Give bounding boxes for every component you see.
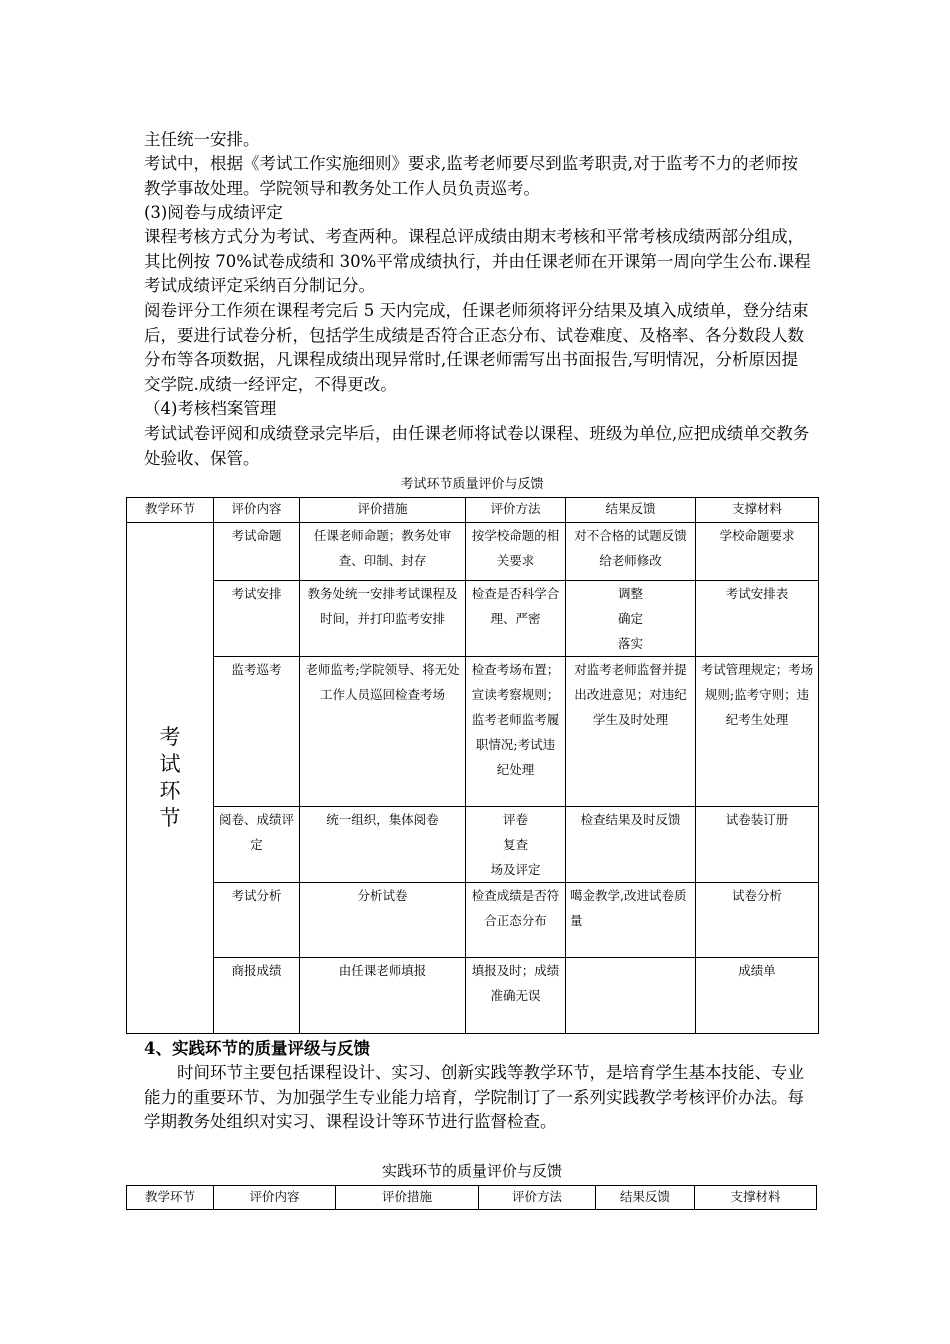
header-cell: 教学环节: [127, 498, 214, 523]
header-cell: 评价方法: [479, 1186, 596, 1210]
paragraph: 阅卷评分工作须在课程考完后 5 天内完成，任课老师须将评分结果及填入成绩单，登分结束后，要进行试卷分析，包括学生成绩是否符合正态分布、试卷难度、及格率、各分数段人数分布等各项数据，凡课程成绩出现异常时,任课老师需写出书面报告,写明情况，分析原因提交学院.成绩一经评定，不得更改。: [144, 301, 809, 394]
table-caption: 实践环节的质量评价与反馈: [381, 1162, 562, 1180]
table-row: [127, 958, 819, 1034]
table-row: [127, 581, 819, 657]
table-cell: 对监考老师监督并提出改进意见；对违纪学生及时处理: [566, 657, 696, 807]
paragraph: 考试中，根据《考试工作实施细则》要求,监考老师要尽到监考职责,对于监考不力的老师按教学事故处理。学院领导和教务处工作人员负责巡考。: [144, 154, 798, 198]
header-cell: 评价方法: [466, 498, 566, 523]
table-cell: 成绩单: [696, 958, 819, 1034]
table-cell: [566, 581, 696, 657]
table-cell: 任课老师命题；教务处审查、印制、封存: [300, 523, 466, 581]
header-cell: 评价内容: [214, 498, 300, 523]
paragraph: 时间环节主要包括课程设计、实习、创新实践等教学环节，是培育学生基本技能、专业能力的重要环节、为加强学生专业能力培育，学院制订了一系列实践教学考核评价办法。每学期教务处组织对实习、课程设计等环节进行监督检查。: [144, 1063, 804, 1131]
table-cell: 按学校命题的相关要求: [466, 523, 566, 581]
table-cell: 检查成绩是否符合正态分布: [466, 883, 566, 958]
section-label-cell: [127, 523, 214, 1034]
table-cell: 考试安排表: [696, 581, 819, 657]
header-cell: 评价措施: [300, 498, 466, 523]
table-cell: 考试安排: [214, 581, 300, 657]
table-row: [127, 657, 819, 807]
section-label: 考试环节: [159, 725, 181, 830]
paragraph: 考试试卷评阅和成绩登录完毕后，由任课老师将试卷以课程、班级为单位,应把成绩单交教务处验收、保管。: [144, 424, 810, 468]
header-cell: 教学环节: [127, 1186, 214, 1210]
paragraph: 课程考核方式分为考试、考查两种。课程总评成绩由期末考核和平常考核成绩两部分组成，其比例按 70%试卷成绩和 30%平常成绩执行，并由任课老师在开课第一周向学生公布.课程考试成绩评定采纳百分制记分。: [144, 227, 811, 295]
table-cell: 教务处统一安排考试课程及时间，并打印监考安排: [300, 581, 466, 657]
table-cell: 检查是否科学合理、严密: [466, 581, 566, 657]
table-cell: [466, 807, 566, 883]
table-cell: 试卷分析: [696, 883, 819, 958]
table-cell: 考试分析: [214, 883, 300, 958]
table-row: [127, 883, 819, 958]
cell-line: 评卷: [502, 812, 528, 827]
table-cell: 对不合格的试题反馈给老师修改: [566, 523, 696, 581]
header-cell: 支撑材料: [696, 498, 819, 523]
table-cell: 分析试卷: [300, 883, 466, 958]
cell-line: 复查: [502, 837, 528, 852]
table-header-row: [127, 1186, 817, 1210]
table-cell: 考试命题: [214, 523, 300, 581]
cell-line: 场及评定: [490, 862, 541, 877]
table-cell: 检查考场布置；宣读考察规则；监考老师监考履职情况;考试违纪处理: [466, 657, 566, 807]
table-cell: 阅卷、成绩评定: [214, 807, 300, 883]
header-cell: 评价措施: [336, 1186, 479, 1210]
subheading: (3)阅卷与成绩评定: [144, 203, 283, 222]
table-cell: 统一组织，集体阅卷: [300, 807, 466, 883]
cell-line: 确定: [617, 611, 643, 626]
table-cell: 考试管理规定；考场规则;监考守则；违纪考生处理: [696, 657, 819, 807]
exam-quality-table: [126, 497, 819, 1034]
cell-line: 落实: [617, 636, 643, 651]
paragraph: 主任统一安排。: [144, 130, 260, 149]
header-cell: 评价内容: [214, 1186, 336, 1210]
table-cell: 商报成绩: [214, 958, 300, 1034]
table-row: [127, 807, 819, 883]
subheading: （4)考核档案管理: [144, 399, 277, 418]
table-cell: 监考巡考: [214, 657, 300, 807]
table-cell: 试卷装订册: [696, 807, 819, 883]
header-cell: 结果反馈: [596, 1186, 695, 1210]
table-caption: 考试环节质量评价与反馈: [400, 477, 544, 492]
table-cell: 由任课老师填报: [300, 958, 466, 1034]
table-cell: 噶金教学,改进试卷质量: [566, 883, 696, 958]
header-cell: 支撑材料: [695, 1186, 817, 1210]
header-cell: 结果反馈: [566, 498, 696, 523]
table-header-row: [127, 498, 819, 523]
table-cell: [566, 958, 696, 1034]
practice-quality-table: [126, 1185, 817, 1210]
table-cell: 老师监考;学院领导、将无处工作人员巡回检查考场: [300, 657, 466, 807]
cell-line: 调整: [617, 586, 643, 601]
section-heading: 4、实践环节的质量评级与反馈: [144, 1039, 370, 1058]
table-cell: 学校命题要求: [696, 523, 819, 581]
table-row: [127, 523, 819, 581]
table-cell: 填报及时；成绩准确无误: [466, 958, 566, 1034]
table-cell: 检查结果及时反馈: [566, 807, 696, 883]
